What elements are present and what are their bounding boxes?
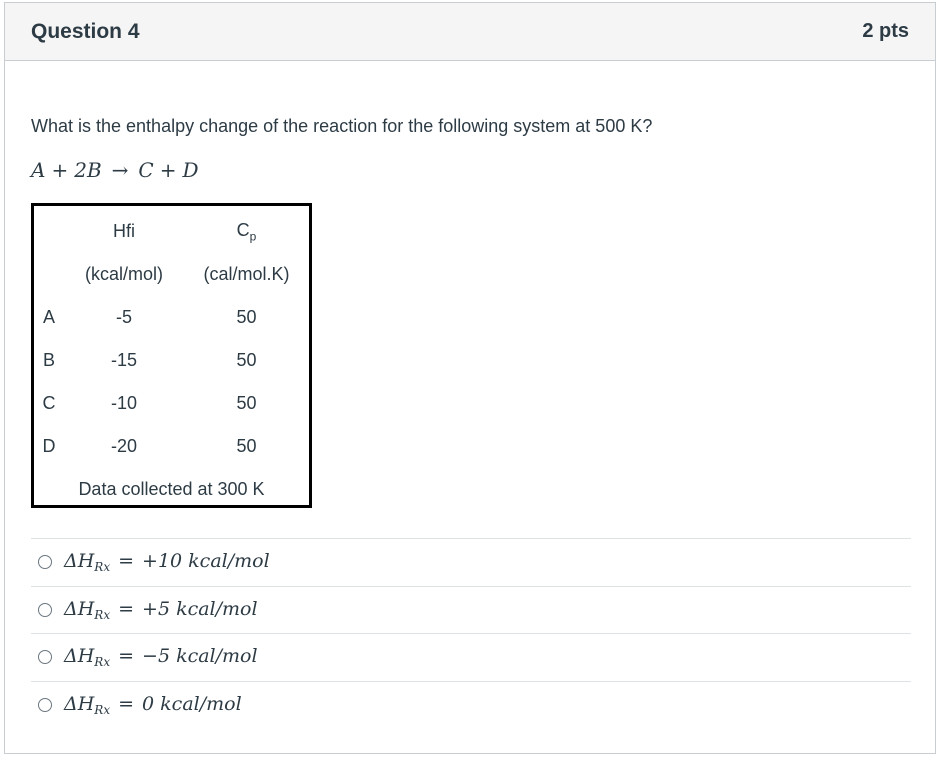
species-label: D [42,436,56,456]
table-units-row [34,253,309,296]
answer-option-1[interactable] [31,538,911,586]
enthalpy-value: -15 [110,350,137,370]
reactant-b: 2B [74,158,102,182]
table-row [34,296,309,339]
species-label: B [42,350,55,370]
question-header [5,3,935,61]
cp-value: 50 [236,350,257,370]
question-title: Question 4 [31,19,140,43]
cp-value: 50 [236,393,257,413]
radio-button[interactable] [38,698,52,712]
answer-text: $\Delta H_{Rx} = +10$ kcal/mol [64,550,270,575]
enthalpy-value: -10 [110,393,137,413]
radio-button[interactable] [38,555,52,569]
data-table-box [31,203,312,508]
answer-list [31,538,911,728]
table-header-row [34,210,309,253]
question-card [4,2,936,754]
table-row [34,339,309,382]
species-label: A [42,307,55,327]
product-c: C [138,158,154,182]
header-cp: $C_p$ [236,219,257,244]
answer-text: $\Delta H_{Rx} = -5$ kcal/mol [64,645,258,670]
question-body [5,61,935,728]
enthalpy-value: -20 [110,436,137,456]
product-d: D [182,158,199,182]
answer-option-2[interactable] [31,586,911,634]
unit-enthalpy: (kcal/mol) [84,264,163,284]
cp-value: 50 [236,436,257,456]
reaction-arrow: → [111,158,129,182]
radio-button[interactable] [38,603,52,617]
reactant-a: A [31,158,46,182]
cp-value: 50 [236,307,257,327]
table-row [34,425,309,468]
table-row [34,382,309,425]
answer-option-4[interactable] [31,681,911,729]
plus-sign: + [159,158,177,182]
question-points: 2 pts [862,20,909,42]
table-caption-row [34,468,309,511]
species-label: C [42,393,56,413]
reaction-equation [31,157,909,183]
unit-cp: (cal/mol.K) [203,264,290,284]
question-prompt: What is the enthalpy change of the reaction for the following system at 500 K? [31,116,653,136]
answer-option-3[interactable] [31,633,911,681]
data-table [34,210,309,511]
answer-text: $\Delta H_{Rx} = +5$ kcal/mol [64,597,258,622]
enthalpy-value: -5 [115,307,132,327]
radio-button[interactable] [38,650,52,664]
plus-sign: + [51,158,69,182]
table-caption: Data collected at 300 K [78,479,265,499]
answer-text: $\Delta H_{Rx} = 0$ kcal/mol [64,692,242,717]
header-enthalpy: Hfi [113,221,135,241]
